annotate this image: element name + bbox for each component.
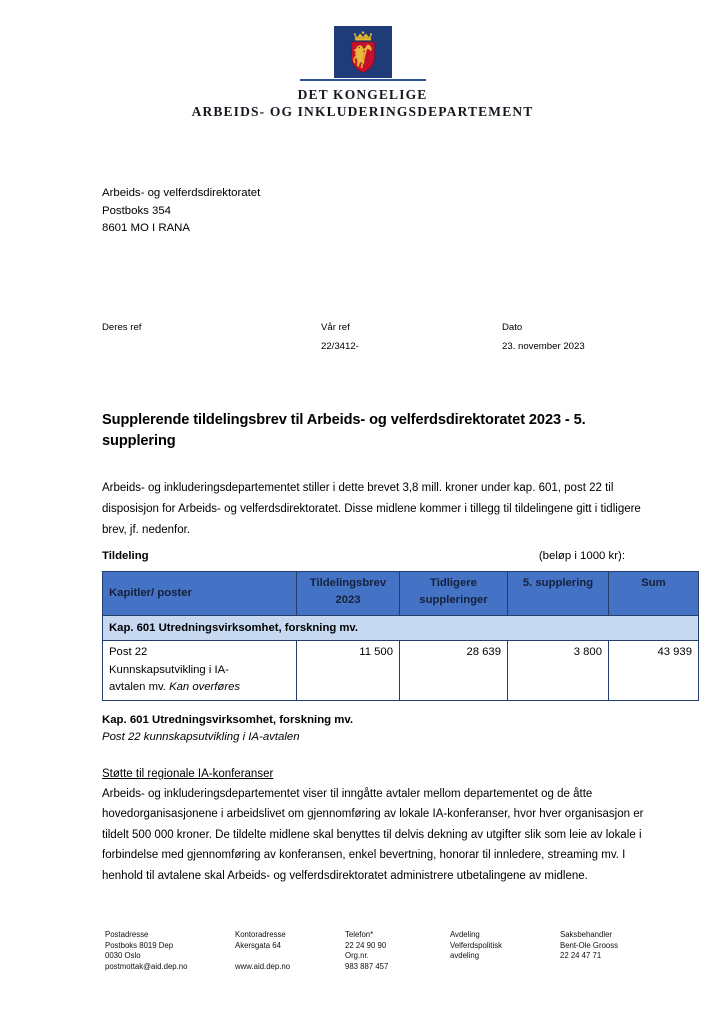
footer-line-3 — [235, 951, 290, 962]
footer-line-3: 22 24 47 71 — [560, 951, 602, 961]
allocation-unit-note: (beløp i 1000 kr): — [538, 550, 625, 562]
column-header-tildelingsbrev-2023 — [297, 572, 400, 616]
footer-column-avdeling — [450, 930, 502, 962]
allocation-heading-row — [102, 548, 625, 564]
section-paragraph: Arbeids- og inkluderingsdepartementet viser til inngåtte avtaler mellom departementet og de åtte hovedorganisasjonene i arbeidslivet om gjennomføring av lokale IA-konferanser, hvor hver organisasjon er tildelt 500 000 kroner. De tildelte midlene skal benyttes til delvis dekning av utgifter slik som leie av lokale i forbindelse med gjennomføring av konferansen, enkel bevertning, honorar til innledere, streaming mv. I henhold til avtalene skal Arbeids- og velferdsdirektoratet administrere utbetalingene av midlene. — [102, 788, 644, 882]
footer-column-telefon — [345, 930, 388, 972]
allocation-heading: Tildeling — [102, 550, 149, 562]
column-header-tidligere-suppleringer — [400, 572, 508, 616]
table-header-row — [103, 572, 699, 616]
footer-line-2: Postboks 8019 Dep — [105, 940, 174, 950]
intro-paragraph: Arbeids- og inkluderingsdepartementet stiller i dette brevet 3,8 mill. kroner under kap. 601, post 22 til disposisjon for Arbeids- og velferdsdirektoratet. Disse midlene kommer i tillegg til tildelingene gitt i tidligere brev, jf. nedenfor. — [102, 482, 641, 536]
footer-line-3: 0030 Oslo — [105, 951, 141, 961]
deres-ref-label: Deres ref — [102, 322, 142, 333]
footer-label: Saksbehandler — [560, 930, 613, 939]
column-header-text-line2: suppleringer — [419, 594, 488, 606]
cell-tildelingsbrev-2023: 11 500 — [297, 641, 400, 701]
allocation-table-body — [103, 616, 699, 701]
allocation-table — [102, 571, 699, 701]
section-heading-bold: Kap. 601 Utredningsvirksomhet, forskning mv. — [102, 714, 354, 726]
section-subheading: Støtte til regionale IA-konferanser — [102, 768, 274, 780]
column-header-text: Kapitler/ poster — [109, 587, 192, 599]
page-title: Supplerende tildelingsbrev til Arbeids- og velferdsdirektoratet 2023 - 5. supplering — [102, 412, 586, 449]
letterhead — [0, 0, 725, 121]
section-heading-italic: Post 22 kunnskapsutvikling i IA-avtalen — [102, 731, 300, 743]
cell-tidligere-suppleringer: 28 639 — [400, 641, 508, 701]
column-header-text-line2: 2023 — [335, 594, 361, 606]
row-label-cell — [103, 641, 297, 701]
letterhead-line-2: ARBEIDS- OG INKLUDERINGSDEPARTEMENT — [191, 103, 534, 119]
addressee-line-2: Postboks 354 — [102, 204, 172, 217]
footer-column-postadresse — [105, 930, 187, 972]
footer-line-4: www.aid.dep.no — [235, 961, 291, 971]
table-section-label: Kap. 601 Utredningsvirksomhet, forskning mv. — [103, 616, 699, 641]
letterhead-line-1: DET KONGELIGE — [297, 87, 428, 102]
norwegian-coat-of-arms-icon — [334, 26, 392, 78]
row-label-line1: Post 22 — [109, 646, 148, 658]
footer-column-saksbehandler — [560, 930, 618, 962]
row-label-line2: Kunnskapsutvikling i IA- — [109, 663, 229, 676]
footer-line-2: Bent-Ole Grooss — [560, 940, 619, 950]
allocation-table-wrapper — [102, 571, 698, 701]
footer-label: Postadresse — [105, 930, 149, 939]
column-header-text: Sum — [641, 577, 666, 589]
addressee-line-3: 8601 MO I RANA — [102, 222, 190, 234]
cell-sum: 43 939 — [609, 641, 699, 701]
footer-line-3: avdeling — [450, 951, 480, 961]
footer-line-2: 22 24 90 90 — [345, 940, 387, 950]
letterhead-rule — [300, 79, 426, 81]
row-label-line3-italic: Kan overføres — [169, 681, 241, 693]
column-header-5-supplering — [508, 572, 609, 616]
column-header-text-line1: Tildelingsbrev — [309, 577, 387, 589]
footer-label: Avdeling — [450, 930, 480, 939]
column-header-text: 5. supplering — [522, 577, 594, 589]
column-header-kapitler-poster — [103, 572, 297, 616]
dato-label: Dato — [502, 322, 523, 333]
table-row — [103, 641, 699, 701]
section-heading-block — [102, 712, 642, 746]
var-ref-label: Vår ref — [321, 322, 350, 333]
addressee-block — [102, 185, 260, 238]
dato-value: 23. november 2023 — [502, 341, 585, 352]
footer-label: Kontoradresse — [235, 930, 286, 939]
var-ref-column — [321, 318, 359, 356]
cell-5-supplering: 3 800 — [508, 641, 609, 701]
footer-line-4: 983 887 457 — [345, 961, 389, 971]
footer-line-2: Velferdspolitisk — [450, 940, 503, 950]
column-header-text-line1: Tidligere — [430, 577, 477, 589]
allocation-table-head — [103, 572, 699, 616]
footer-column-kontoradresse — [235, 930, 290, 972]
var-ref-value: 22/3412- — [321, 341, 359, 352]
deres-ref-column — [102, 318, 141, 337]
footer-label: Telefon* — [345, 930, 374, 939]
dato-column — [502, 318, 585, 356]
row-label-line3: avtalen mv. — [109, 681, 170, 693]
column-header-sum — [609, 572, 699, 616]
footer-line-4: postmottak@aid.dep.no — [105, 961, 188, 971]
footer-line-2: Akersgata 64 — [235, 940, 281, 950]
addressee-line-1: Arbeids- og velferdsdirektoratet — [102, 187, 261, 199]
footer-line-3: Org.nr. — [345, 951, 369, 961]
table-section-row — [103, 616, 699, 641]
